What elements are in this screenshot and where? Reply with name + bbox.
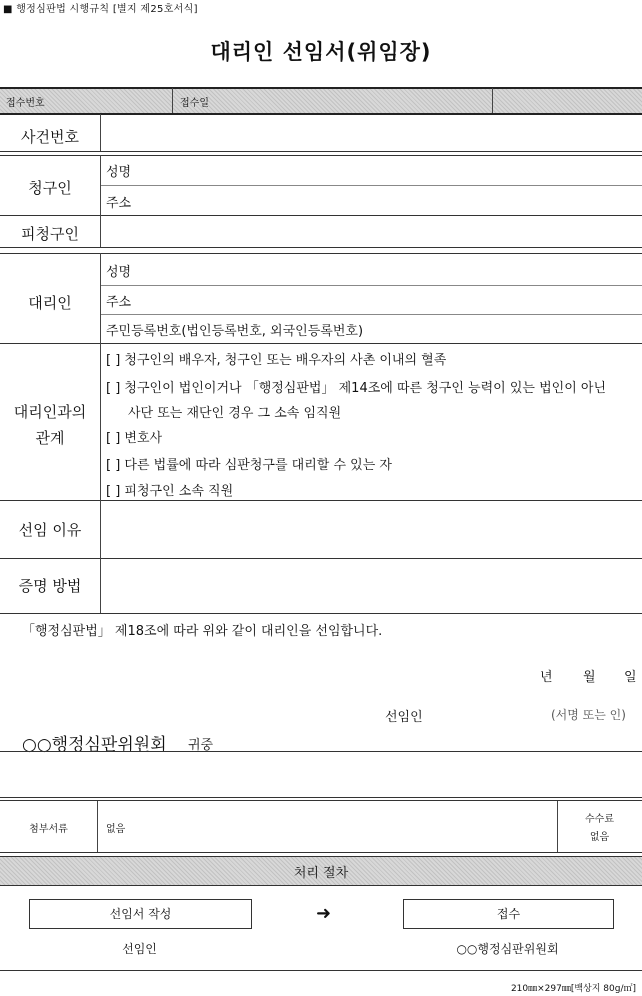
page-title: 대리인 선임서(위임장) (210, 40, 432, 64)
receipt-divider (172, 88, 173, 113)
claimant-address-field[interactable] (150, 187, 640, 214)
procedure-title: 처리 절차 (293, 866, 349, 881)
paper-spec: 210㎜×297㎜[백상지 80g/㎡] (510, 984, 636, 994)
relation-option[interactable]: [ ] 피청구인 소속 직원 (106, 484, 234, 499)
agent-id-label: 주민등록번호(법인등록번호, 외국인등록번호) (106, 324, 364, 339)
step-write-actor: 선임인 (122, 942, 157, 956)
separator (0, 797, 642, 798)
claimant-name-label: 성명 (106, 165, 132, 180)
agent-name-label: 성명 (106, 265, 132, 280)
attachments-divider (557, 801, 558, 852)
proof-field[interactable] (102, 560, 642, 612)
claimant-name-field[interactable] (150, 156, 640, 184)
statement-text: 「행정심판법」 제18조에 따라 위와 같이 대리인을 선임합니다. (22, 624, 383, 639)
receipt-top-border (0, 87, 642, 89)
date-day-label: 일 (624, 670, 637, 685)
case-number-field[interactable] (102, 117, 642, 149)
separator (0, 215, 642, 216)
agent-name-field[interactable] (150, 256, 640, 283)
claimant-address-label: 주소 (106, 196, 132, 211)
label-column-divider (100, 155, 101, 247)
receipt-number-label: 접수번호 (6, 98, 45, 109)
relation-option[interactable]: [ ] 청구인의 배우자, 청구인 또는 배우자의 사촌 이내의 혈족 (106, 353, 447, 368)
reason-label: 선임 이유 (18, 521, 82, 539)
separator (0, 856, 642, 857)
separator (0, 970, 642, 971)
separator (0, 151, 642, 152)
agent-address-field[interactable] (150, 287, 640, 313)
proof-label: 증명 방법 (18, 577, 82, 595)
receipt-divider (492, 88, 493, 113)
attachments-divider (97, 801, 98, 852)
row-separator (100, 314, 642, 315)
fee-value: 없음 (589, 832, 610, 843)
date-year-label: 년 (540, 670, 553, 685)
respondent-field[interactable] (102, 217, 642, 245)
label-column-divider (100, 114, 101, 151)
date-month-label: 월 (583, 670, 596, 685)
row-separator (100, 285, 642, 286)
relation-label-line2: 관계 (35, 429, 65, 447)
separator (0, 558, 642, 559)
receipt-bottom-border (0, 113, 642, 115)
agent-address-label: 주소 (106, 295, 132, 310)
relation-label-line1: 대리인과의 (13, 403, 87, 421)
case-number-label: 사건번호 (21, 128, 79, 146)
appointer-label: 선임인 (385, 710, 423, 725)
step-write-box: 선임서 작성 (29, 899, 252, 929)
relation-option-continued: 사단 또는 재단인 경우 그 소속 임직원 (128, 406, 342, 421)
separator (0, 885, 642, 886)
addressee-name: ○○행정심판위원회 (22, 735, 167, 755)
separator (0, 247, 642, 248)
separator (0, 343, 642, 344)
addressee-suffix: 귀중 (188, 738, 214, 753)
step-receive-actor: ○○행정심판위원회 (456, 942, 559, 956)
signature-field[interactable]: (서명 또는 인) (551, 708, 626, 722)
form-reference-note: ■ 행정심판법 시행규칙 [별지 제25호서식] (3, 4, 198, 15)
attachments-label: 첨부서류 (29, 824, 68, 835)
fee-label: 수수료 (585, 814, 614, 825)
reason-field[interactable] (102, 502, 642, 557)
separator (0, 613, 642, 614)
separator (0, 253, 642, 254)
relation-option[interactable]: [ ] 다른 법률에 따라 심판청구를 대리할 수 있는 자 (106, 458, 392, 473)
separator (0, 500, 642, 501)
label-column-divider (100, 253, 101, 613)
row-separator (100, 185, 642, 186)
arrow-icon: ➜ (316, 903, 332, 924)
attachments-value[interactable]: 없음 (106, 824, 126, 835)
receipt-bar (0, 87, 642, 114)
claimant-label: 청구인 (28, 179, 72, 197)
separator (0, 751, 642, 752)
respondent-label: 피청구인 (21, 225, 79, 243)
relation-option[interactable]: [ ] 청구인이 법인이거나 「행정심판법」 제14조에 따른 청구인 능력이 있는 법인이 아닌 (106, 381, 606, 396)
agent-id-field[interactable] (370, 316, 640, 342)
step-receive-box: 접수 (403, 899, 614, 929)
agent-label: 대리인 (28, 294, 72, 312)
receipt-date-label: 접수일 (180, 98, 209, 109)
relation-option[interactable]: [ ] 변호사 (106, 431, 163, 446)
separator (0, 852, 642, 853)
